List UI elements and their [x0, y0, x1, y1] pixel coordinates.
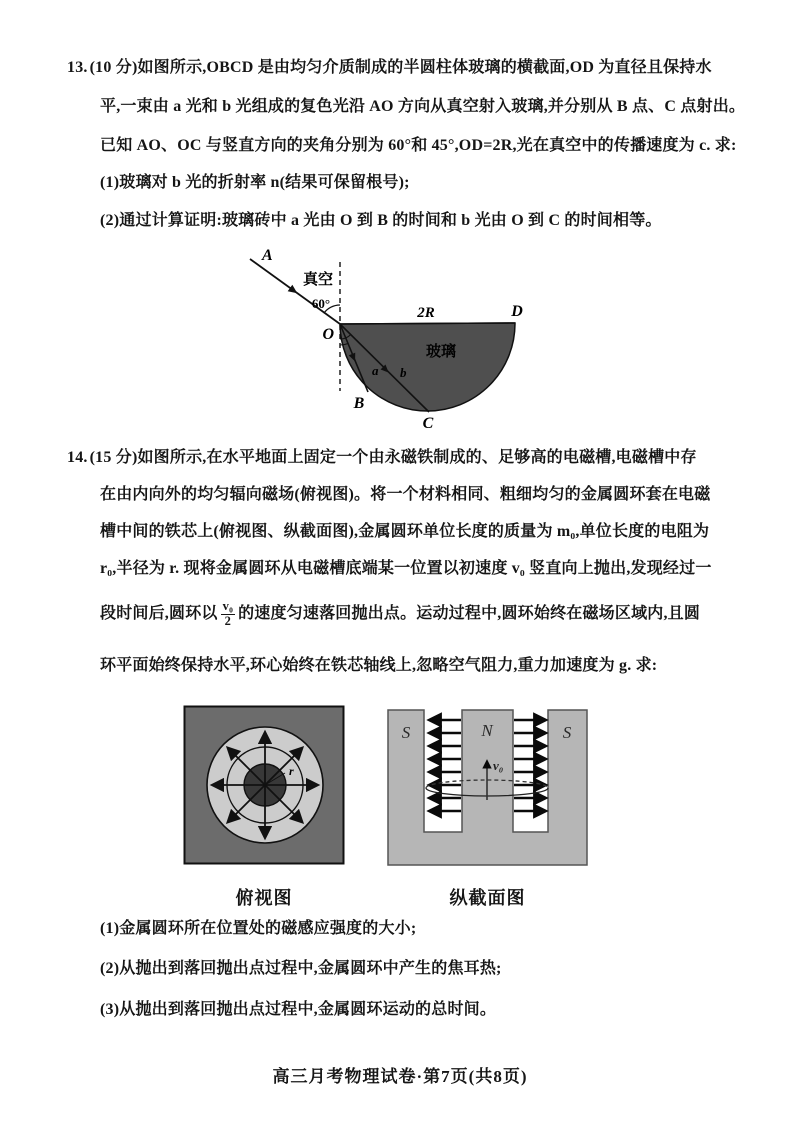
label-B: B	[353, 395, 365, 412]
label-ray-a: a	[372, 363, 379, 378]
q14-line1-text: (15 分)如图所示,在水平地面上固定一个由永磁铁制成的、足够高的电磁槽,电磁槽中存	[89, 449, 697, 466]
q13-subquestion-1: (1)玻璃对 b 光的折射率 n(结果可保留根号);	[100, 174, 410, 191]
q14-line5-post: 的速度匀速落回抛出点。运动过程中,圆环始终在磁场区域内,且圆	[238, 605, 701, 623]
q14-line1	[67, 447, 697, 469]
label-O: O	[322, 326, 334, 343]
q13-subquestion-2: (2)通过计算证明:玻璃砖中 a 光由 O 到 B 的时间和 b 光由 O 到 C 的时间相等。	[100, 212, 662, 229]
label-2R: 2R	[417, 305, 435, 321]
q14-line4: r₀,半径为 r. 现将金属圆环从电磁槽底端某一位置以初速度 v₀ 竖直向上抛出,发现经过一	[100, 560, 712, 577]
top-view-caption: 俯视图	[235, 888, 293, 908]
page-footer: 高三月考物理试卷·第7页(共8页)	[272, 1067, 528, 1086]
label-S-right: S	[562, 723, 572, 742]
section-view-caption: 纵截面图	[449, 888, 526, 908]
label-A: A	[262, 247, 273, 264]
q14-line6: 环平面始终保持水平,环心始终在铁芯轴线上,忽略空气阻力,重力加速度为 g. 求:	[100, 657, 658, 674]
q14-line5-pre: 段时间后,圆环以	[100, 605, 218, 623]
fraction-numerator: v₀	[222, 599, 234, 613]
q14-subquestion-2: (2)从抛出到落回抛出点过程中,金属圆环中产生的焦耳热;	[100, 960, 502, 977]
label-radius-r: r	[289, 764, 294, 778]
label-v0: v₀	[493, 758, 504, 773]
q13-number: 13.	[67, 59, 88, 76]
label-S-left: S	[401, 723, 411, 742]
q13-line1-text: (10 分)如图所示,OBCD 是由均匀介质制成的半圆柱体玻璃的横截面,OD 为直径且保持水	[89, 59, 712, 76]
label-C: C	[422, 415, 434, 432]
label-vacuum: 真空	[302, 272, 333, 288]
q14-subquestion-3: (3)从抛出到落回抛出点过程中,金属圆环运动的总时间。	[100, 1001, 497, 1018]
fraction-denominator: 2	[221, 614, 235, 629]
q14-line2: 在由内向外的均匀辐向磁场(俯视图)。将一个材料相同、粗细均匀的金属圆环套在电磁	[100, 486, 711, 503]
right-slot-field-arrows	[514, 720, 544, 811]
label-glass: 玻璃	[425, 344, 457, 360]
q13-line1	[67, 57, 712, 79]
glass-semicircle	[340, 323, 515, 411]
label-N: N	[481, 721, 493, 740]
q13-line2: 平,一束由 a 光和 b 光组成的复色光沿 AO 方向从真空射入玻璃,并分别从 B 点、C 点射出。	[100, 98, 746, 115]
q14-subquestion-1: (1)金属圆环所在位置处的磁感应强度的大小;	[100, 920, 417, 937]
q14-section-view-figure	[385, 700, 590, 870]
label-ray-b: b	[400, 365, 407, 380]
q14-line5	[100, 600, 700, 629]
q14-number: 14.	[67, 449, 88, 466]
q13-line3: 已知 AO、OC 与竖直方向的夹角分别为 60°和 45°,OD=2R,光在真空中的传播速度为 c. 求:	[100, 137, 737, 154]
q13-optics-figure	[228, 246, 563, 436]
left-slot-field-arrows	[431, 720, 461, 811]
label-D: D	[511, 303, 523, 320]
q14-top-view-figure	[183, 705, 345, 865]
fraction-v0-over-2	[221, 600, 235, 629]
diameter-OD	[340, 323, 515, 324]
q14-line3: 槽中间的铁芯上(俯视图、纵截面图),金属圆环单位长度的质量为 m₀,单位长度的电阻为	[100, 523, 710, 540]
label-60-degrees: 60°	[311, 296, 331, 311]
